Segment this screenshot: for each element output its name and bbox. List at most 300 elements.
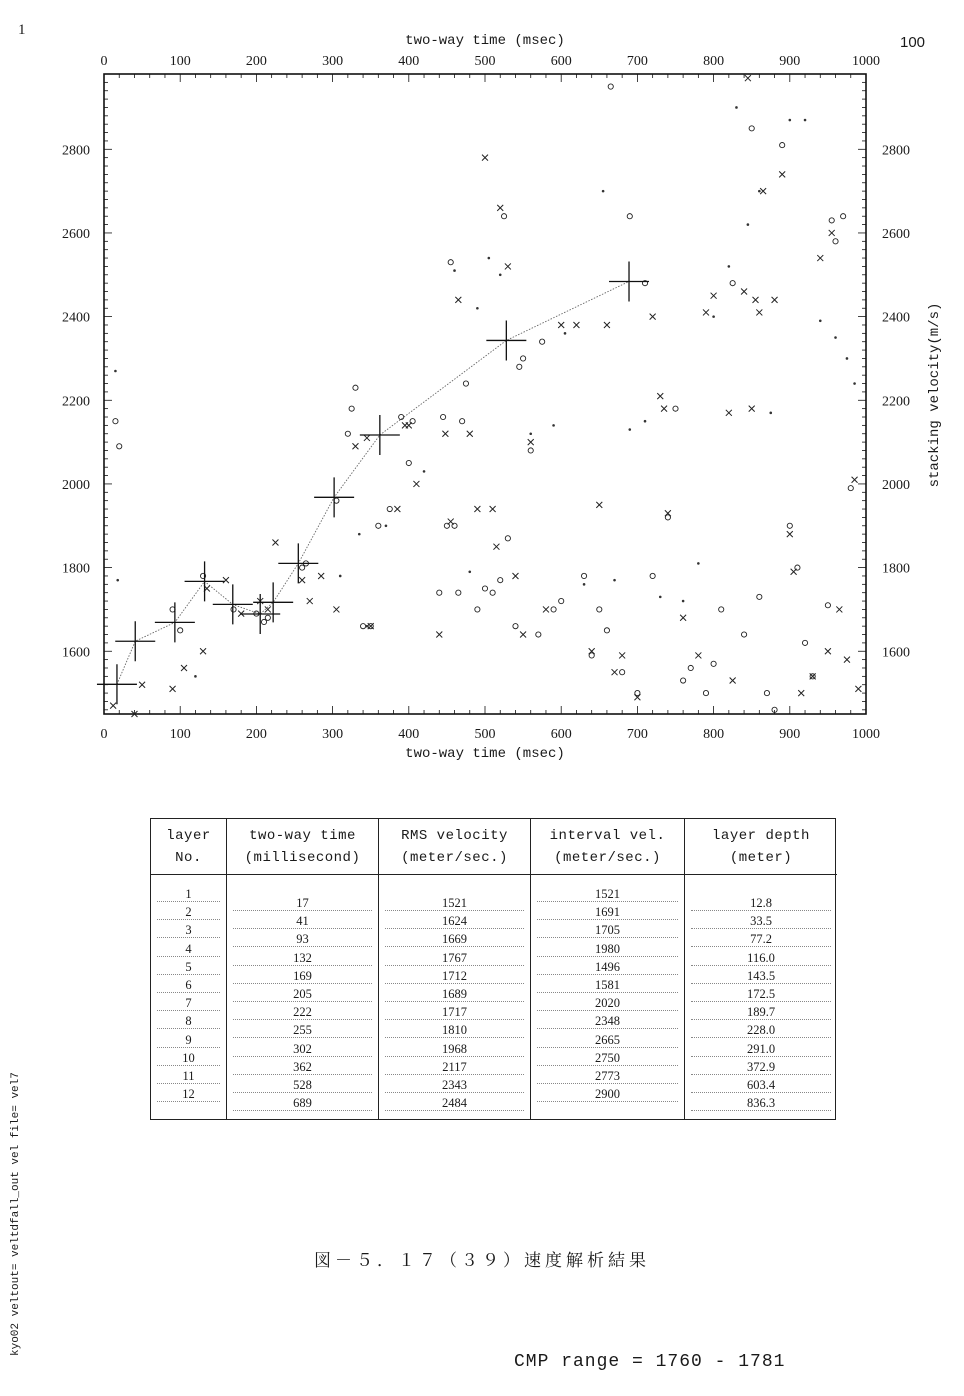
velocity-pick-cross (486, 320, 526, 360)
scatter-circle (757, 594, 762, 599)
x-tick-label-top: 300 (322, 54, 344, 69)
y-tick-label-right: 2600 (882, 226, 910, 242)
table-cell: 10 (157, 1051, 220, 1066)
table-cell: 3 (157, 923, 220, 938)
scatter-cross (825, 648, 831, 654)
scatter-cross (844, 657, 850, 663)
scatter-dot (453, 269, 456, 272)
table-cell: 2117 (385, 1060, 524, 1075)
scatter-dot (194, 675, 197, 678)
scatter-cross (493, 544, 499, 550)
scatter-circle (490, 590, 495, 595)
table-column-two-way-time (227, 819, 379, 1119)
scatter-cross (619, 652, 625, 658)
scatter-cross (657, 393, 663, 399)
scatter-dot (116, 579, 119, 582)
scatter-dot (628, 428, 631, 431)
scatter-circle (673, 406, 678, 411)
table-cell: 228.0 (691, 1023, 831, 1038)
scatter-dot (769, 412, 772, 415)
scatter-cross (726, 410, 732, 416)
velocity-pick-cross (155, 602, 195, 642)
table-cell: 1712 (385, 969, 524, 984)
table-cell: 1624 (385, 914, 524, 929)
x-tick-label-bottom: 400 (398, 727, 420, 742)
scatter-circle (345, 431, 350, 436)
scatter-circle (448, 260, 453, 265)
table-cell: 836.3 (691, 1096, 831, 1111)
y-tick-label-right: 2800 (882, 143, 910, 159)
velocity-table (150, 818, 836, 1120)
velocity-pick-cross (213, 584, 253, 624)
table-cell: 1810 (385, 1023, 524, 1038)
scatter-circle (505, 536, 510, 541)
scatter-circle (581, 573, 586, 578)
table-header (685, 819, 837, 875)
scatter-cross (745, 75, 751, 81)
scatter-circle (178, 628, 183, 633)
scatter-dot (114, 370, 117, 373)
table-cell: 143.5 (691, 969, 831, 984)
velocity-pick-cross (253, 582, 293, 622)
scatter-circle (730, 281, 735, 286)
scatter-dot (735, 106, 738, 109)
scatter-cross (829, 230, 835, 236)
scatter-cross (665, 510, 671, 516)
scatter-circle (711, 661, 716, 666)
table-cell: 255 (233, 1023, 372, 1038)
scatter-cross (753, 297, 759, 303)
scatter-dot (423, 470, 426, 473)
velocity-pick-cross (360, 415, 400, 455)
y-tick-label-right: 1800 (882, 561, 910, 577)
table-cell: 116.0 (691, 951, 831, 966)
table-cell: 12 (157, 1087, 220, 1102)
scatter-circle (349, 406, 354, 411)
velocity-pick-cross (609, 261, 649, 301)
side-note: kyo02 veltout= veltdfall_out vel file= vel7 (10, 1072, 22, 1356)
scatter-cross (352, 443, 358, 449)
scatter-dot (385, 524, 388, 527)
table-header-line: RMS velocity (401, 828, 508, 844)
table-cell: 2484 (385, 1096, 524, 1111)
scatter-circle (650, 573, 655, 578)
table-cell: 7 (157, 996, 220, 1011)
x-tick-label-top: 100 (169, 54, 191, 69)
scatter-dot (468, 570, 471, 573)
scatter-cross (791, 569, 797, 575)
x-tick-label-top: 600 (550, 54, 572, 69)
scatter-dot (529, 432, 532, 435)
page-number-left: 1 (18, 22, 26, 38)
table-cell: 291.0 (691, 1042, 831, 1057)
table-cell: 2020 (537, 996, 678, 1011)
velocity-pick-cross (97, 664, 137, 704)
scatter-circle (681, 678, 686, 683)
scatter-cross (512, 573, 518, 579)
x-axis-title-bottom: two-way time (msec) (405, 746, 565, 762)
scatter-cross (741, 289, 747, 295)
scatter-circle (399, 414, 404, 419)
scatter-cross (413, 481, 419, 487)
table-cell: 9 (157, 1033, 220, 1048)
scatter-circle (353, 385, 358, 390)
scatter-circle (841, 214, 846, 219)
table-header (379, 819, 530, 875)
scatter-dot (499, 273, 502, 276)
table-header-line: layer depth (712, 828, 810, 844)
table-cell: 1980 (537, 942, 678, 957)
table-cell: 372.9 (691, 1060, 831, 1075)
scatter-circle (521, 356, 526, 361)
table-header-line: two-way time (249, 828, 356, 844)
table-header-line: (meter) (729, 850, 793, 866)
y-tick-label-left: 1600 (62, 645, 90, 661)
scatter-cross (505, 263, 511, 269)
velocity-picks (97, 261, 649, 704)
x-tick-label-top: 800 (703, 54, 725, 69)
scatter-circle (604, 628, 609, 633)
scatter-dot (339, 575, 342, 578)
scatter-circle (719, 607, 724, 612)
table-cell: 132 (233, 951, 372, 966)
scatter-circle (113, 419, 118, 424)
scatter-circle (265, 615, 270, 620)
scatter-circle (802, 640, 807, 645)
scatter-cross (730, 678, 736, 684)
velocity-pick-cross (278, 543, 318, 583)
y-tick-label-left: 2800 (62, 143, 90, 159)
scatter-circle (620, 670, 625, 675)
scatter-cross (474, 506, 480, 512)
scatter-circle (528, 448, 533, 453)
scatter-cross (680, 615, 686, 621)
table-cell: 603.4 (691, 1078, 831, 1093)
scatter-circle (608, 84, 613, 89)
scatter-circle (440, 414, 445, 419)
cmp-range: CMP range = 1760 - 1781 (514, 1352, 786, 1372)
scatter-cross (406, 422, 412, 428)
table-header-line: (meter/sec.) (401, 850, 508, 866)
scatter-points (110, 75, 861, 717)
x-tick-label-top: 400 (398, 54, 420, 69)
table-cell: 41 (233, 914, 372, 929)
x-tick-label-top: 200 (245, 54, 267, 69)
scatter-circle (829, 218, 834, 223)
table-cell: 1968 (385, 1042, 524, 1057)
table-cell: 172.5 (691, 987, 831, 1002)
table-column-rms-velocity (379, 819, 531, 1119)
x-tick-label-bottom: 1000 (852, 727, 880, 742)
table-cell: 2773 (537, 1069, 678, 1084)
table-cell: 1689 (385, 987, 524, 1002)
scatter-dot (747, 223, 750, 226)
x-tick-label-top: 900 (779, 54, 801, 69)
scatter-dot (659, 596, 662, 599)
scatter-dot (476, 307, 479, 310)
table-cell: 77.2 (691, 932, 831, 947)
velocity-pick-cross (185, 561, 225, 601)
scatter-cross (695, 652, 701, 658)
scatter-cross (170, 686, 176, 692)
table-cell: 11 (157, 1069, 220, 1084)
y-tick-label-left: 2600 (62, 226, 90, 242)
scatter-circle (513, 624, 518, 629)
scatter-cross (772, 297, 778, 303)
table-cell: 2900 (537, 1087, 678, 1102)
scatter-dot (728, 265, 731, 268)
scatter-circle (540, 339, 545, 344)
table-cell: 2665 (537, 1033, 678, 1048)
scatter-cross (299, 577, 305, 583)
table-cell: 93 (233, 932, 372, 947)
x-tick-label-bottom: 900 (779, 727, 801, 742)
scatter-circle (848, 486, 853, 491)
table-cell: 12.8 (691, 896, 831, 911)
y-tick-label-right: 2200 (882, 394, 910, 410)
scatter-cross (223, 577, 229, 583)
scatter-cross (543, 606, 549, 612)
table-header-line: (millisecond) (244, 850, 361, 866)
table-cell: 302 (233, 1042, 372, 1057)
scatter-circle (498, 578, 503, 583)
scatter-cross (520, 632, 526, 638)
scatter-circle (463, 381, 468, 386)
scatter-cross (318, 573, 324, 579)
table-cell: 362 (233, 1060, 372, 1075)
scatter-circle (517, 364, 522, 369)
table-header-line: layer (166, 828, 211, 844)
y-tick-label-right: 2000 (882, 477, 910, 493)
table-cell: 222 (233, 1005, 372, 1020)
scatter-circle (261, 619, 266, 624)
scatter-cross (573, 322, 579, 328)
x-tick-label-bottom: 700 (626, 727, 648, 742)
scatter-cross (836, 606, 842, 612)
scatter-cross (394, 506, 400, 512)
table-cell: 689 (233, 1096, 372, 1111)
velocity-pick-cross (240, 594, 280, 634)
scatter-circle (536, 632, 541, 637)
scatter-cross (760, 188, 766, 194)
scatter-cross (650, 314, 656, 320)
table-cell: 1691 (537, 905, 678, 920)
scatter-cross (368, 623, 374, 629)
scatter-dot (712, 315, 715, 318)
y-axis-title-right: stacking velocity(m/s) (927, 302, 943, 488)
x-tick-label-bottom: 800 (703, 727, 725, 742)
scatter-dot (834, 336, 837, 339)
scatter-cross (855, 686, 861, 692)
scatter-cross (110, 703, 116, 709)
table-cell: 1705 (537, 923, 678, 938)
table-cell: 1717 (385, 1005, 524, 1020)
scatter-circle (482, 586, 487, 591)
scatter-cross (181, 665, 187, 671)
table-cell: 528 (233, 1078, 372, 1093)
scatter-cross (749, 406, 755, 412)
table-cell: 1581 (537, 978, 678, 993)
scatter-circle (559, 598, 564, 603)
scatter-cross (634, 694, 640, 700)
scatter-dot (583, 583, 586, 586)
table-cell: 169 (233, 969, 372, 984)
scatter-dot (804, 119, 807, 122)
scatter-circle (551, 607, 556, 612)
scatter-cross (703, 309, 709, 315)
scatter-circle (387, 506, 392, 511)
scatter-cross (200, 648, 206, 654)
table-header (151, 819, 226, 875)
scatter-dot (697, 562, 700, 565)
x-tick-label-bottom: 300 (322, 727, 344, 742)
scatter-cross (756, 309, 762, 315)
scatter-cross (448, 519, 454, 525)
scatter-dot (366, 625, 369, 628)
page-number-right: 100 (900, 34, 926, 51)
axis-ticks (104, 74, 866, 714)
scatter-dot (488, 257, 491, 260)
scatter-circle (231, 607, 236, 612)
velocity-pick-cross (314, 477, 354, 517)
scatter-circle (501, 214, 506, 219)
scatter-cross (787, 531, 793, 537)
x-tick-label-top: 500 (474, 54, 496, 69)
scatter-cross (852, 477, 858, 483)
table-cell: 33.5 (691, 914, 831, 929)
scatter-cross (490, 506, 496, 512)
scatter-cross (589, 648, 595, 654)
table-cell: 1521 (537, 887, 678, 902)
scatter-cross (604, 322, 610, 328)
scatter-dot (846, 357, 849, 360)
scatter-dot (552, 424, 555, 427)
scatter-cross (455, 297, 461, 303)
y-tick-label-left: 2200 (62, 394, 90, 410)
y-tick-label-left: 2000 (62, 477, 90, 493)
velocity-pick-cross (115, 621, 155, 661)
scatter-cross (139, 682, 145, 688)
scatter-dot (758, 190, 761, 193)
scatter-cross (810, 673, 816, 679)
scatter-dot (564, 332, 567, 335)
scatter-cross (817, 255, 823, 261)
x-tick-label-top: 700 (626, 54, 648, 69)
table-column-layer-depth (685, 819, 837, 1119)
scatter-cross (436, 632, 442, 638)
table-cell: 2750 (537, 1051, 678, 1066)
scatter-cross (558, 322, 564, 328)
x-axis-title-top: two-way time (msec) (405, 33, 565, 49)
table-header (531, 819, 684, 875)
table-header (227, 819, 378, 875)
scatter-cross (711, 293, 717, 299)
x-tick-label-bottom: 600 (550, 727, 572, 742)
y-tick-label-right: 1600 (882, 645, 910, 661)
scatter-circle (300, 565, 305, 570)
scatter-cross (661, 406, 667, 412)
scatter-circle (833, 239, 838, 244)
table-cell: 5 (157, 960, 220, 975)
scatter-dot (644, 420, 647, 423)
x-tick-label-bottom: 100 (169, 727, 191, 742)
scatter-circle (688, 665, 693, 670)
x-tick-label-top: 0 (100, 54, 108, 69)
x-tick-label-top: 1000 (852, 54, 880, 69)
scatter-dot (853, 382, 856, 385)
scatter-circle (787, 523, 792, 528)
scatter-circle (117, 444, 122, 449)
scatter-dot (819, 319, 822, 322)
scatter-cross (272, 539, 278, 545)
scatter-dot (789, 119, 792, 122)
table-cell: 189.7 (691, 1005, 831, 1020)
table-cell: 8 (157, 1014, 220, 1029)
scatter-circle (475, 607, 480, 612)
scatter-dot (358, 533, 361, 536)
table-cell: 205 (233, 987, 372, 1002)
x-tick-label-bottom: 200 (245, 727, 267, 742)
scatter-circle (360, 624, 365, 629)
scatter-circle (406, 460, 411, 465)
table-cell: 1521 (385, 896, 524, 911)
table-cell: 1767 (385, 951, 524, 966)
scatter-dot (613, 579, 616, 582)
scatter-dot (682, 600, 685, 603)
scatter-circle (749, 126, 754, 131)
table-cell: 4 (157, 942, 220, 957)
scatter-cross (333, 606, 339, 612)
scatter-dot (602, 190, 605, 193)
table-cell: 1 (157, 887, 220, 902)
y-tick-label-left: 1800 (62, 561, 90, 577)
scatter-cross (798, 690, 804, 696)
scatter-circle (627, 214, 632, 219)
scatter-cross (612, 669, 618, 675)
scatter-cross (364, 435, 370, 441)
table-cell: 2348 (537, 1014, 678, 1029)
table-header-line: (meter/sec.) (554, 850, 661, 866)
scatter-circle (460, 419, 465, 424)
scatter-cross (307, 598, 313, 604)
table-header-line: interval vel. (549, 828, 666, 844)
scatter-circle (780, 143, 785, 148)
table-cell: 1496 (537, 960, 678, 975)
table-column-layer-no (151, 819, 227, 1119)
table-cell: 6 (157, 978, 220, 993)
y-tick-label-left: 2400 (62, 310, 90, 326)
table-cell: 17 (233, 896, 372, 911)
scatter-circle (703, 690, 708, 695)
scatter-cross (596, 502, 602, 508)
scatter-circle (597, 607, 602, 612)
scatter-circle (825, 603, 830, 608)
table-column-interval-vel (531, 819, 685, 1119)
table-cell: 2 (157, 905, 220, 920)
scatter-cross (442, 431, 448, 437)
scatter-circle (764, 690, 769, 695)
table-cell: 2343 (385, 1078, 524, 1093)
x-tick-label-bottom: 0 (100, 727, 108, 742)
scatter-cross (482, 155, 488, 161)
table-cell: 1669 (385, 932, 524, 947)
scatter-circle (437, 590, 442, 595)
scatter-cross (528, 439, 534, 445)
scatter-cross (467, 431, 473, 437)
figure-caption: 図－５．１７（３９）速度解析結果 (314, 1251, 650, 1271)
scatter-circle (456, 590, 461, 595)
scatter-cross (497, 205, 503, 211)
